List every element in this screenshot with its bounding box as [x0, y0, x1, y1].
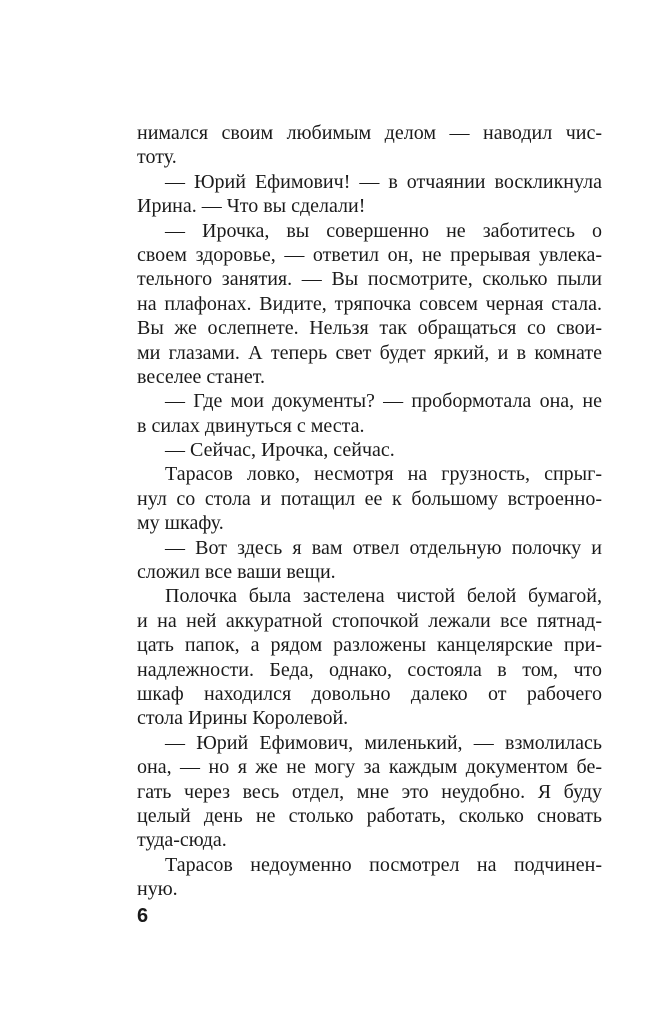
text-line: ми глазами. А теперь свет будет яркий, и в комнате	[137, 341, 602, 364]
text-line: — Где мои документы? — пробормотала она, не	[165, 390, 602, 413]
text-line: Ирина. — Что вы сделали!	[137, 195, 366, 218]
text-line: надлежности. Беда, однако, состояла в том, что	[137, 658, 602, 681]
text-line: тоту.	[137, 146, 177, 169]
text-line: на плафонах. Видите, тряпочка совсем черная стала.	[137, 292, 602, 315]
text-line: — Сейчас, Ирочка, сейчас.	[165, 439, 395, 462]
text-line: веселее станет.	[137, 365, 265, 388]
text-line: и на ней аккуратной стопочкой лежали все пятнад-	[137, 609, 602, 632]
text-line: Тарасов ловко, несмотря на грузность, спрыг-	[165, 463, 602, 486]
text-line: — Ирочка, вы совершенно не заботитесь о	[165, 219, 602, 242]
text-line: она, — но я же не могу за каждым документом бе-	[137, 756, 602, 779]
text-line: — Вот здесь я вам отвел отдельную полочку и	[165, 536, 602, 559]
text-line: своем здоровье, — ответил он, не прерывая увлека-	[137, 243, 602, 266]
text-line: целый день не столько работать, сколько сновать	[137, 804, 602, 827]
text-line: стола Ирины Королевой.	[137, 707, 349, 730]
text-line: в силах двинуться с места.	[137, 414, 365, 437]
text-line: Тарасов недоуменно посмотрел на подчинен-	[165, 853, 602, 876]
text-line: цать папок, а рядом разложены канцелярские при-	[137, 634, 602, 657]
text-line: шкаф находился довольно далеко от рабочего	[137, 682, 602, 705]
text-line: — Юрий Ефимович! — в отчаянии воскликнула	[165, 170, 602, 193]
page-number: 6	[137, 905, 149, 927]
text-line: нимался своим любимым делом — наводил чис-	[137, 122, 602, 144]
text-line: му шкафу.	[137, 512, 224, 535]
text-line: тельного занятия. — Вы посмотрите, сколько пыли	[137, 268, 602, 291]
text-line: нул со стола и потащил ее к большому встроенно-	[137, 487, 602, 510]
body-text	[137, 121, 602, 902]
text-line: сложил все ваши вещи.	[137, 561, 336, 584]
text-line: гать через весь отдел, мне это неудобно. Я буду	[137, 780, 602, 803]
text-line: Вы же ослепнете. Нельзя так обращаться со свои-	[137, 317, 602, 340]
text-line: Полочка была застелена чистой белой бумагой,	[165, 585, 602, 608]
text-line: туда-сюда.	[137, 829, 227, 852]
text-line: ную.	[137, 878, 178, 901]
text-line: — Юрий Ефимович, миленький, — взмолилась	[165, 731, 602, 754]
